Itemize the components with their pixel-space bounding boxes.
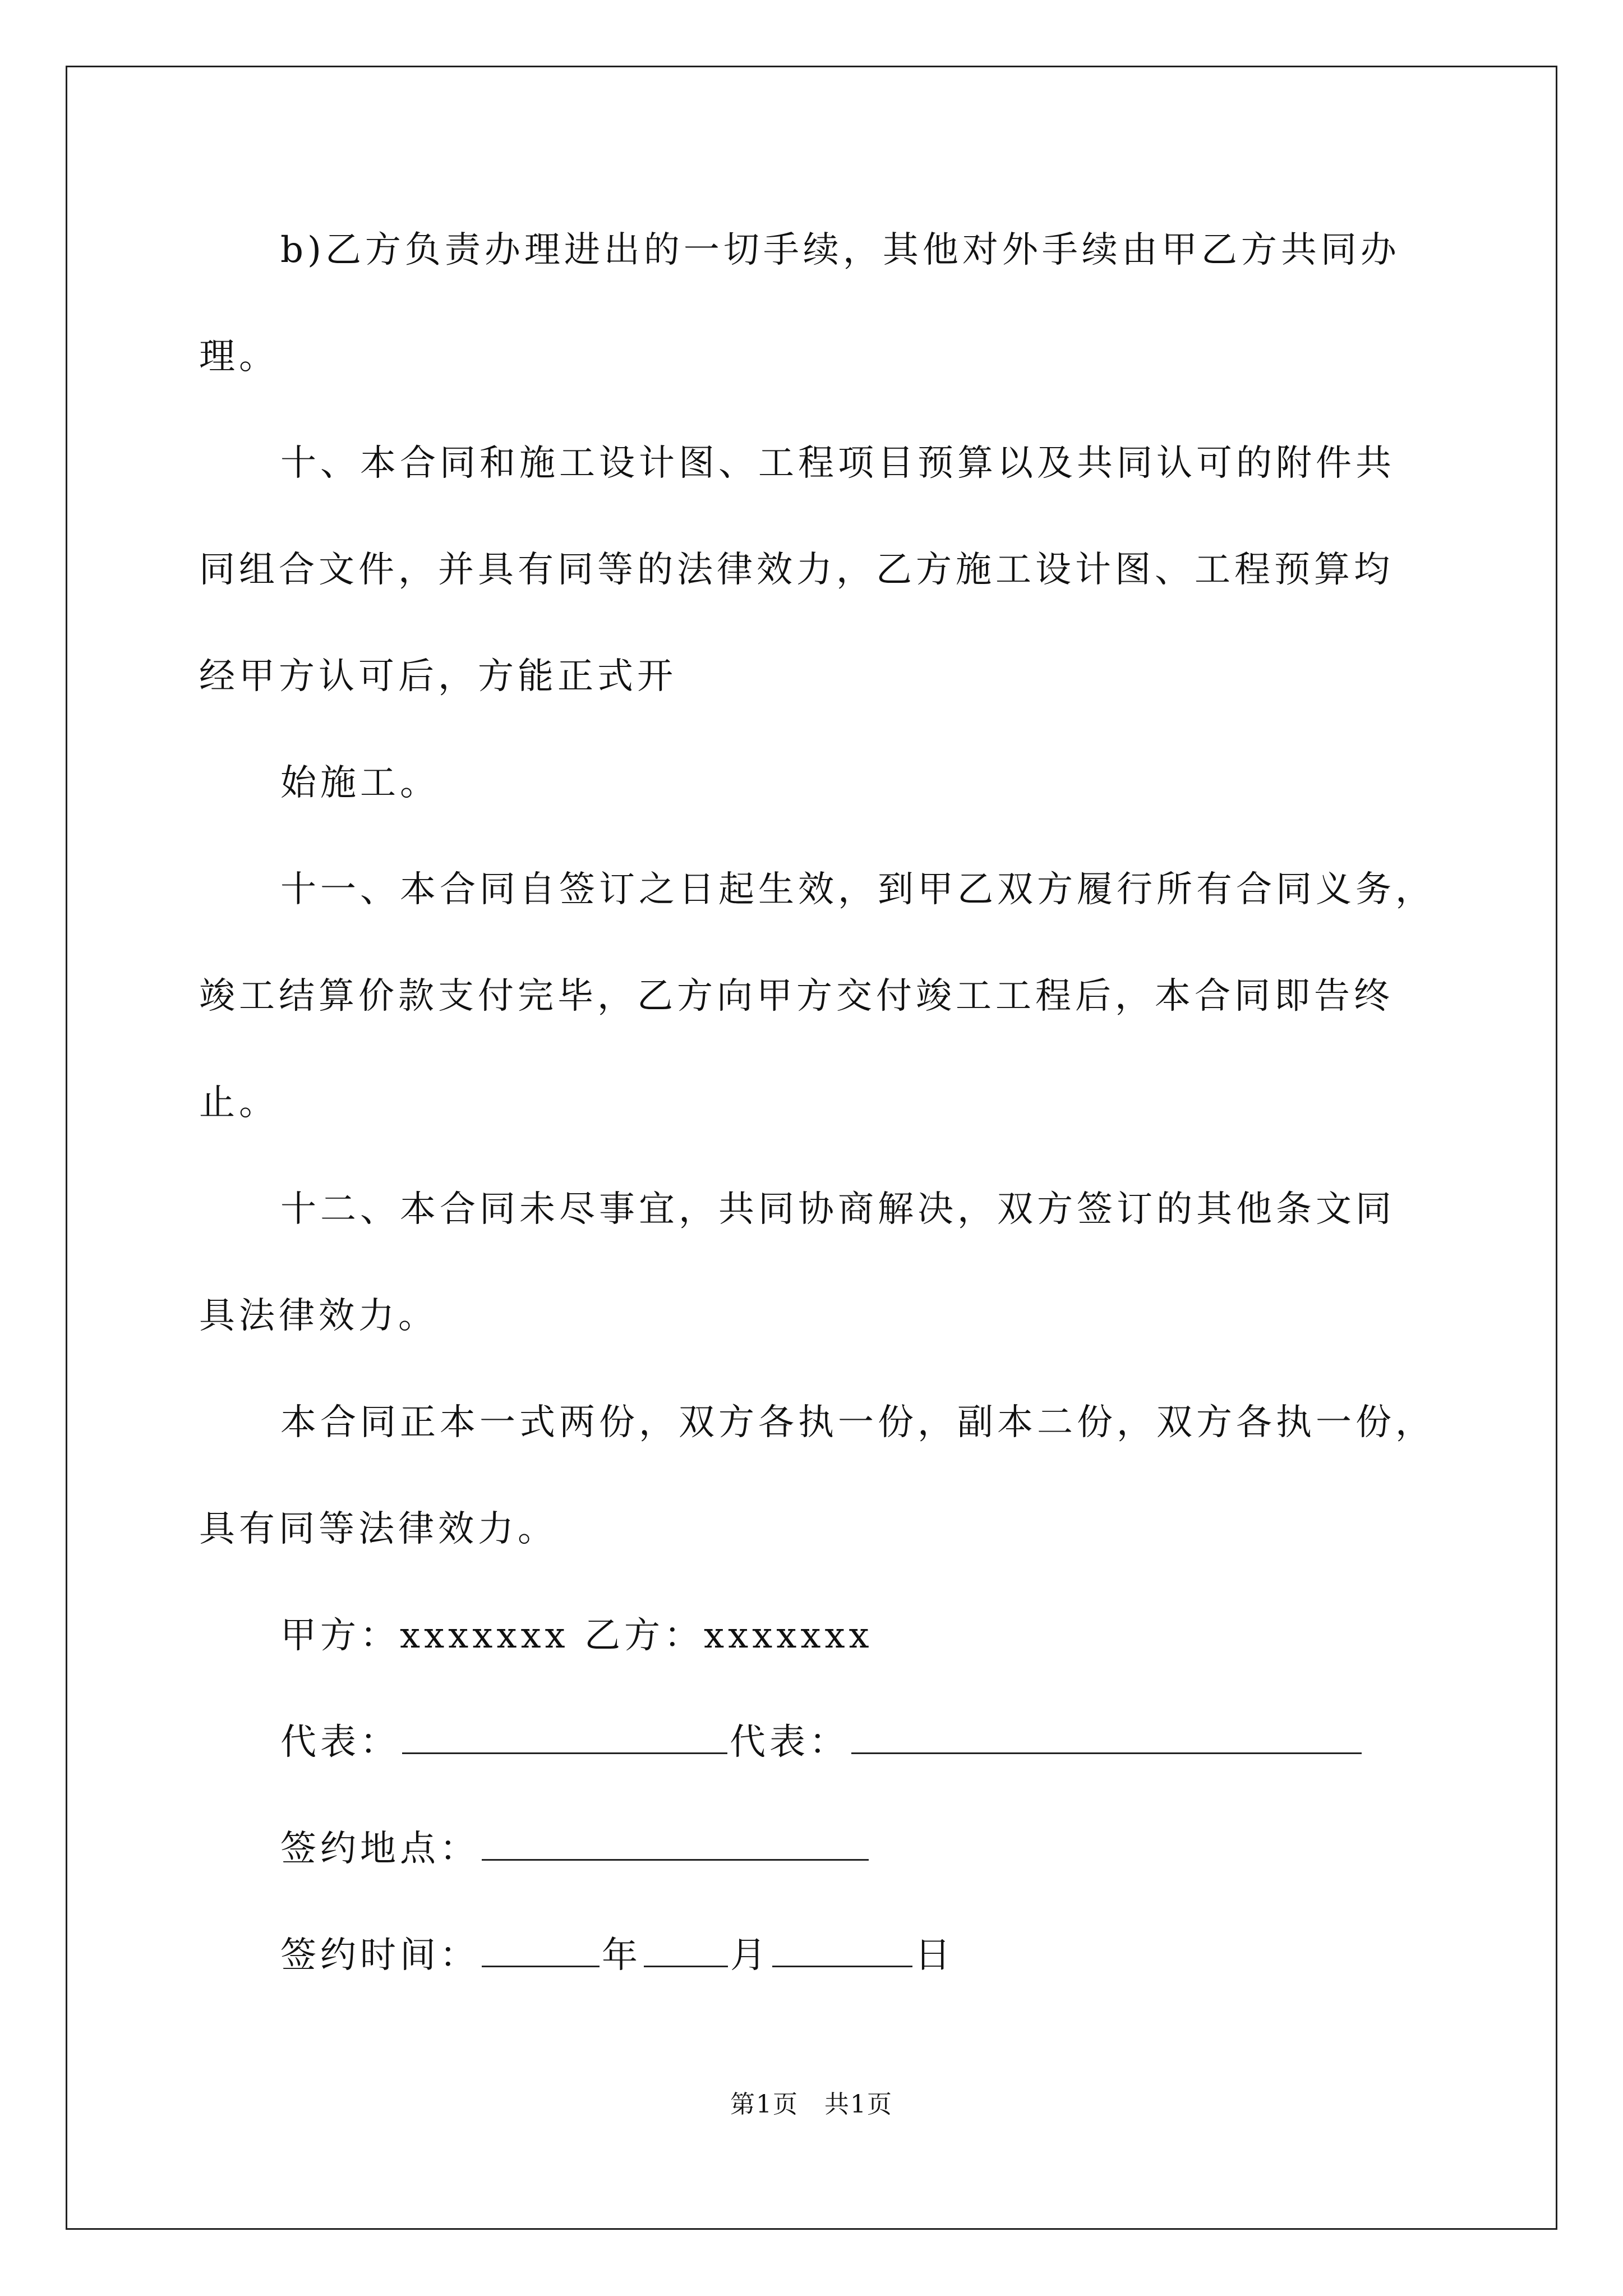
page-number: 第1页 共1页 xyxy=(730,2090,893,2119)
paragraph-line: 理。 xyxy=(199,336,279,378)
day-label: 日 xyxy=(915,1935,955,1976)
paragraph-line: 竣工结算价款支付完毕，乙方向甲方交付竣工工程后，本合同即告终 xyxy=(199,976,1394,1017)
representative-label: 代表： xyxy=(280,1722,400,1763)
day-blank xyxy=(772,1934,912,1967)
signing-place-line xyxy=(280,1826,871,1871)
representative-blank xyxy=(851,1721,1362,1754)
year-blank xyxy=(482,1934,600,1967)
representative-line xyxy=(280,1720,1364,1765)
signing-time-line xyxy=(280,1933,955,1978)
paragraph-line: 同组合文件，并具有同等的法律效力，乙方施工设计图、工程预算均 xyxy=(199,549,1394,591)
paragraph-line: 具有同等法律效力。 xyxy=(199,1508,557,1550)
year-label: 年 xyxy=(602,1935,642,1976)
paragraph-line: 始施工。 xyxy=(280,762,440,804)
paragraph-line: b)乙方负责办理进出的一切手续，其他对外手续由甲乙方共同办 xyxy=(280,229,1400,271)
paragraph-line: 经甲方认可后，方能正式开 xyxy=(199,656,677,697)
representative-blank xyxy=(402,1721,727,1754)
signing-place-label: 签约地点： xyxy=(280,1828,479,1870)
page-border xyxy=(66,66,1557,2230)
paragraph-line: 本合同正本一式两份，双方各执一份，副本二份，双方各执一份， xyxy=(280,1402,1435,1443)
paragraph-line: 十、本合同和施工设计图、工程项目预算以及共同认可的附件共 xyxy=(280,443,1395,484)
paragraph-line: 十二、本合同未尽事宜，共同协商解决，双方签订的其他条文同 xyxy=(280,1189,1395,1230)
representative-label: 代表： xyxy=(730,1722,849,1763)
parties-line: 甲方：xxxxxxx 乙方：xxxxxxx xyxy=(280,1615,873,1657)
signing-time-label: 签约时间： xyxy=(280,1935,479,1976)
paragraph-line: 十一、本合同自签订之日起生效，到甲乙双方履行所有合同义务， xyxy=(280,869,1435,910)
signing-place-blank xyxy=(482,1828,869,1861)
paragraph-line: 止。 xyxy=(199,1082,279,1124)
month-blank xyxy=(644,1934,728,1967)
month-label: 月 xyxy=(730,1935,770,1976)
paragraph-line: 具法律效力。 xyxy=(199,1295,438,1337)
